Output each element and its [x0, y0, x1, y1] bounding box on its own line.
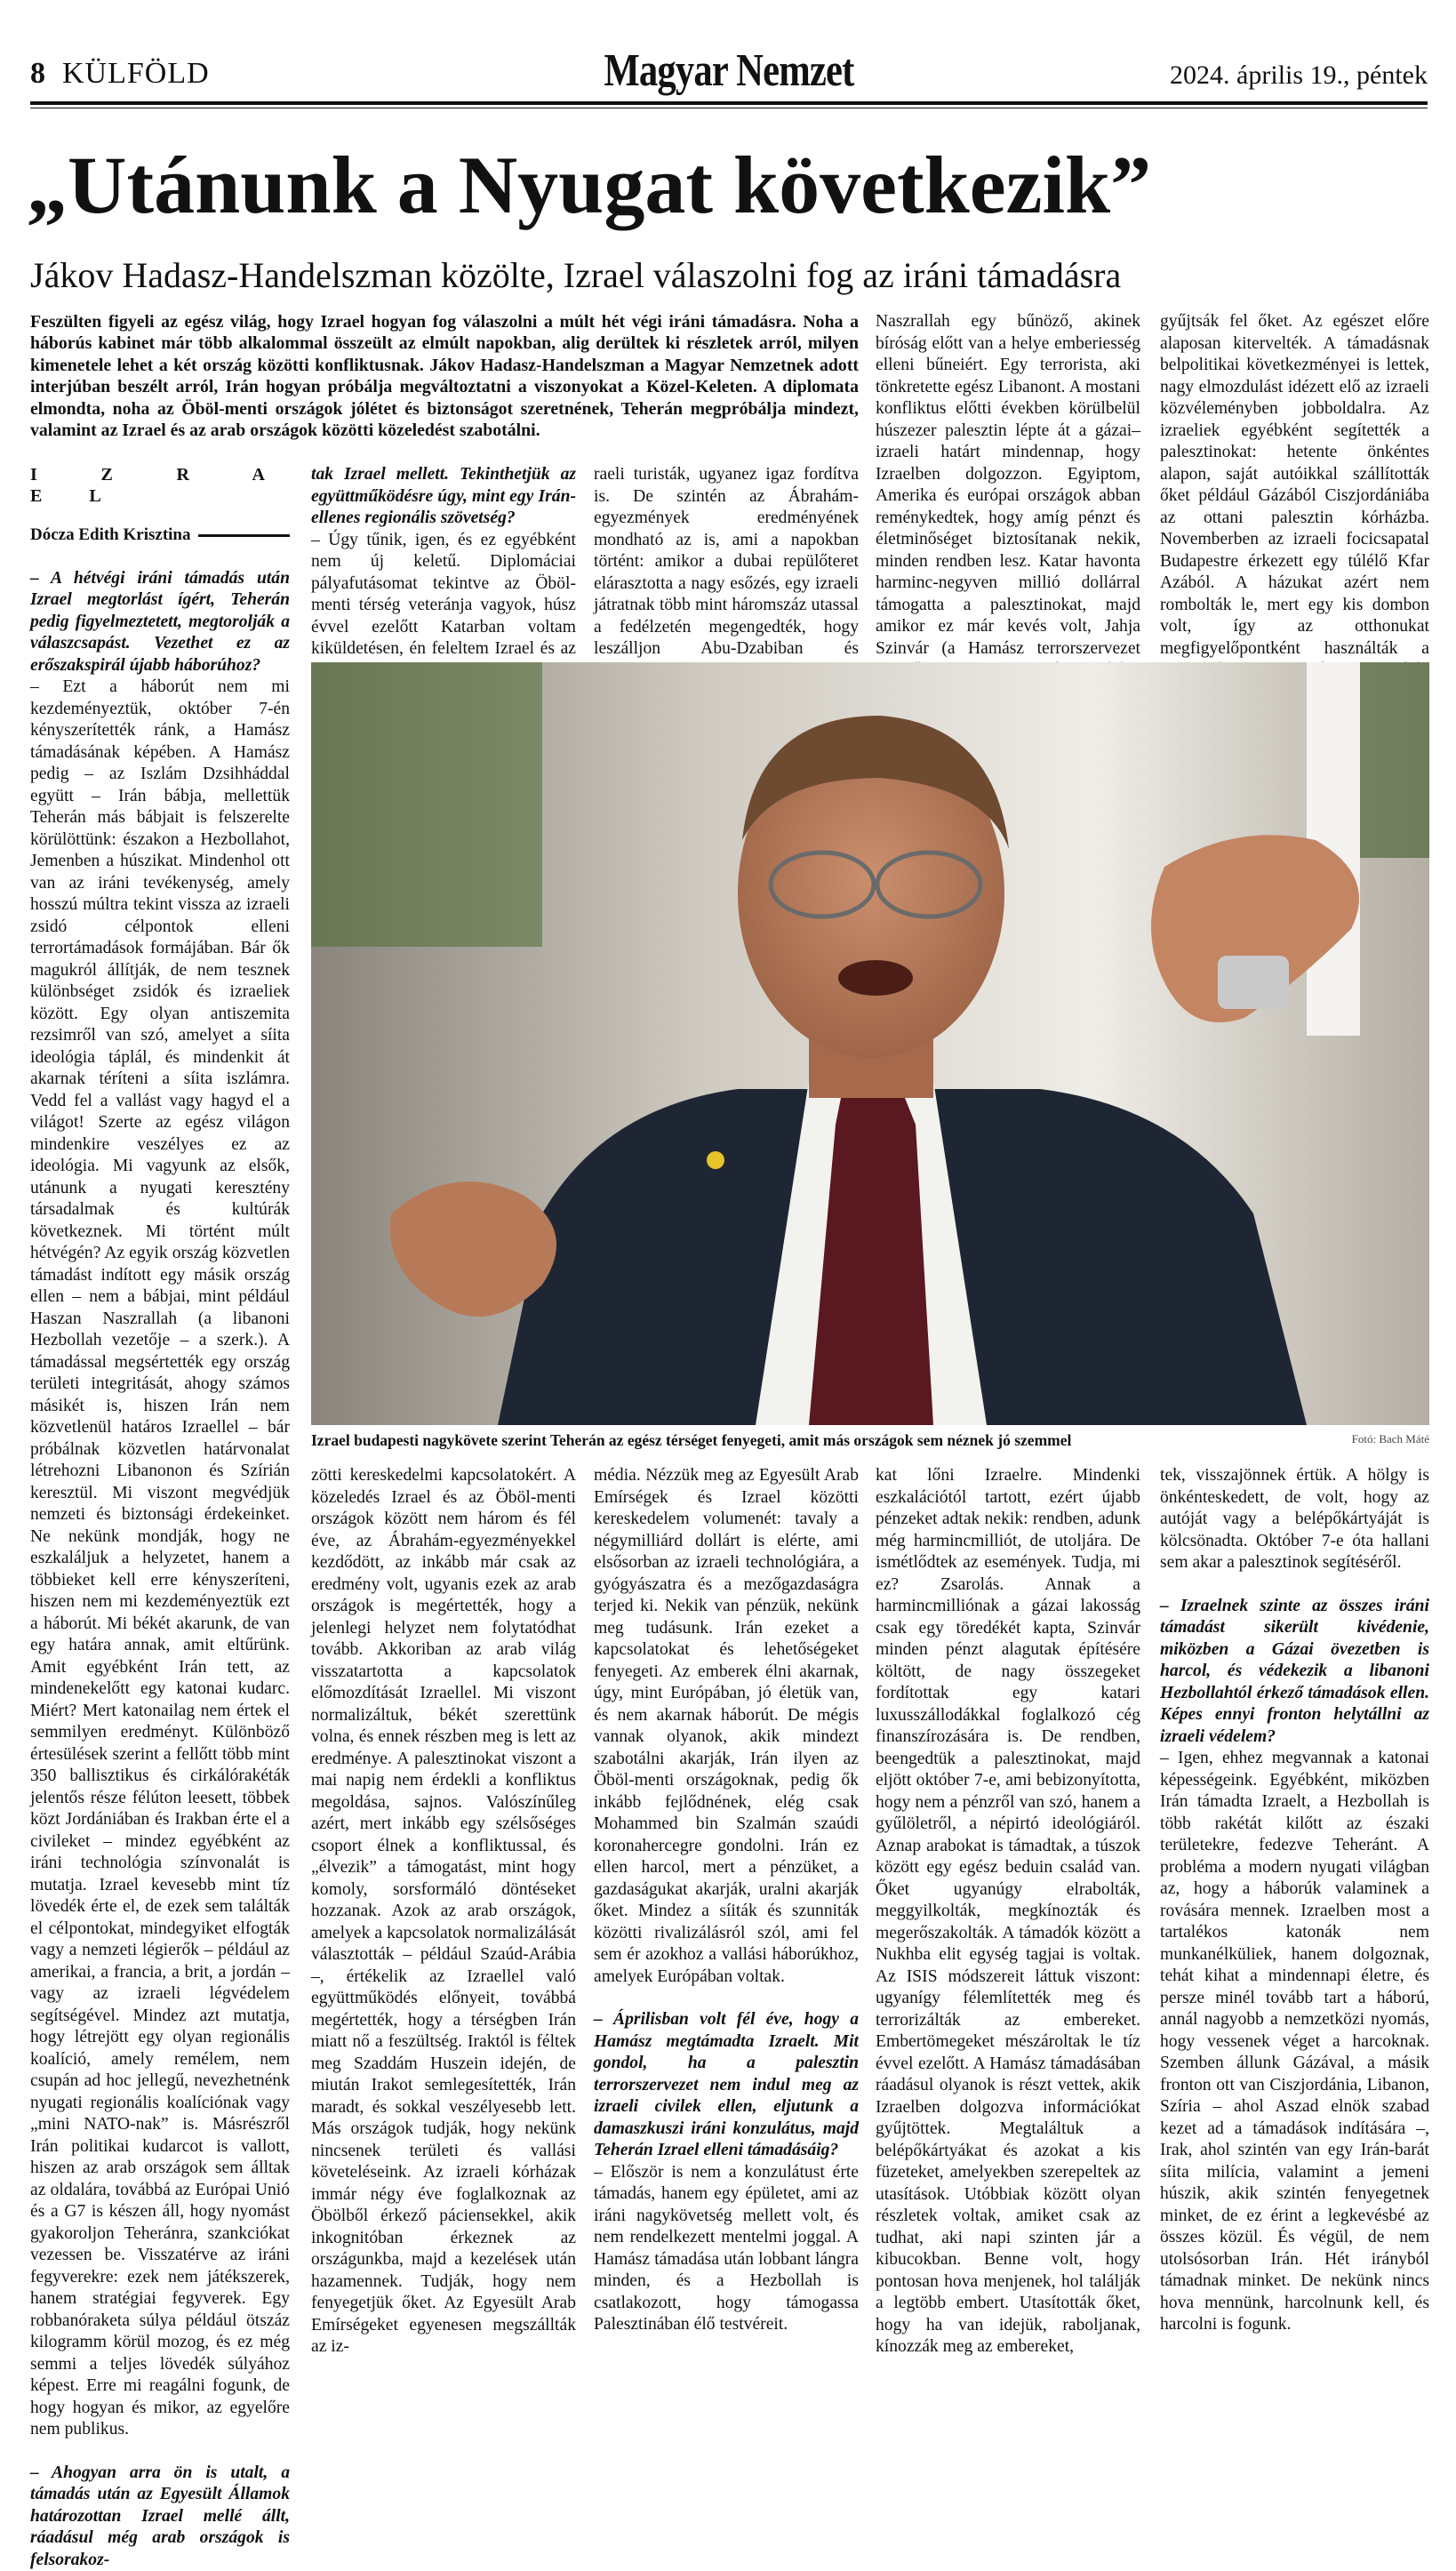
- interview-answer: zötti kereskedelmi kapcsolatokért. A közeledés Izrael és az Öböl-menti országok között nem három és fél éve, az Ábrahám-egyezményekkel kezdődött, az inkább már csak az eredmény volt, ugyanis ezek az arab országok is megértették, hogy a jelenlegi helyzet nem folytatódhat tovább. Akkoriban az arab világ visszatartotta a kapcsolatok előmozdítását Izraellel. Mi viszont normalizáltuk, békét szerettünk volna, és ennek részben meg is lett az eredménye. A palesztinokat viszont a mai napig nem érdekli a konfliktus megoldása, sajnos. Valószínűleg azért, mert inkább egy szélsőséges csoport élnek a konfliktussal, és „élvezik” a támogatást, mint hogy komoly, sorsformáló döntéseket hozzanak. Azok az arab országok, amelyek a kapcsolatok normalizálását választották – például Szaúd-Arábia –, értékelik az Izraellel való együttműködés előnyeit, továbbá megértették, hogy a térségben Irán miatt nő a feszültség. Iraktól is féltek meg Szaddám Huszein idején, de miután Irakot semlegesítették, Irán maradt, és sokkal veszélyesebb lett. Más országok tudják, hogy nekünk nincsenek területi és vallási követeléseink. Az izraeli kórházak immár négy éve foglalkoznak az Öbölből érkező páciensekkel, akik inkognitóban érkeznek az országunkba, majd a kezelések után hazamennek. Tudják, hogy nem fenyegetjük őket. Az Egyesült Arab Emírségeket egyenesen megszállták az iz-: [311, 1465, 576, 2359]
- text-column-5-bottom: [1160, 1465, 1429, 2256]
- ambassador-photo: [311, 662, 1429, 1425]
- portrait-illustration: [311, 662, 1429, 1425]
- interview-question: – Áprilisban volt fél éve, hogy a Hamász megtámadta Izraelt. Mit gondol, ha a palesztin terrorszervezet nem indul meg az izraeli civilek ellen, eljutunk a damaszkuszi iráni konzulátus, majd Teherán Izrael elleni támadásáig?: [594, 2009, 859, 2162]
- interview-answer: gyűjtsák fel őket. Az egészet előre alaposan kitervelték. A támadásnak belpolitikai következményei is lettek, nagy elmozdulást idézett elő az izraeli közvéleményben jobboldalra. Az izraeliek egyébként segítették a palesztinokat: hetente önkéntes alapon, saját autóikkal szállították őket például Gázából Ciszjordániába az ottani palesztin kórházba. Novemberben az izraeli focicsapatal Budapestre érkezett egy túlélő Kfar Azából. A házukat azért nem rombolták le, mert egy kis dombon volt, így az otthonukat megfigyelőpontként használták a: [1160, 311, 1429, 703]
- text-column-1: [30, 464, 290, 2251]
- interview-question: – Ahogyan arra ön is utalt, a támadás után az Egyesült Államok határozottan Izrael mellé állt, ráadásul még arab országok is felsorakoz-: [30, 2463, 290, 2571]
- text-column-2-bottom: [311, 1465, 576, 2256]
- interview-answer: Naszrallah egy bűnöző, akinek bíróság előtt van a helye emberiesség elleni bűneiért. Egy terrorista, aki tönkretette egész Libanont. A mostani konfliktus előtti években körülbelül húszezer palesztin lépte át a gázai–izraeli határt mindennap, hogy Izraelben dolgozzon. Egyiptom, Amerika és európai országok abban reménykedtek, hogy amíg pénzt és életminőséget biztosítanak nekik, minden rendben lesz. Katar havonta harminc-negyven millió dollárral támogatta a palesztinokat, majd amikor ez már kevés volt, Jahja Szinvár (a Hamász terrorszervezet: [876, 311, 1140, 682]
- text-column-3-bottom: [594, 1465, 859, 2256]
- text-column-3-top: [594, 464, 859, 655]
- byline: [30, 525, 290, 547]
- header-rule: [30, 101, 1428, 105]
- photo-credit: Fotó: Bach Máté: [1352, 1432, 1429, 1446]
- interview-answer: tek, visszajönnek értük. A hölgy is önkénteskedett, de volt, hogy az autóját vagy a belépőkártyáját is kölcsönadta. Október 7-e óta hallani sem akar a palesztinok segítéséről.: [1160, 1465, 1429, 1574]
- page-number: 8: [30, 57, 46, 90]
- interview-answer: – Ezt a háborút nem mi kezdeményeztük, október 7-én kényszerítették ránk, a Hamász támadásának képében. A Hamász pedig – az Iszlám Dzsihháddal együtt – Irán bábja, mellettük Teherán más bábjait is felszerelte körülöttünk: északon a Hezbollahot, Jemenben a húszikat. Mindenhol ott van az iráni tevékenység, amely hosszú múltra tekint vissza az izraeli zsidó célpontok elleni terrortámadások formájában. Bár ők magukról állítják, de nem tesznek különbséget zsidók és izraeliek között. Egy olyan antiszemita rezsimről van szó, amelyet a síita ideológia táplál, és mindenkit át akarnak téríteni a síita iszlámra. Vedd fel a vallást vagy hagyd el a világot! Szerte az egész világon mindenkire veszélyes ez az ideológia. Mi vagyunk az elsők, utánunk a nyugati keresztény társadalmak és kultúrák következnek. Mi történt múlt hétvégén? Az egyik ország közvetlen támadást indított egy másik ország ellen – nem a bábjai, mint például Haszan Naszrallah (a libanoni Hezbollah vezetője – a szerk.). A támadással megsértették egy ország területi integritását, ahogy számos másikét is, hiszen Irán nem közvetlenül határos Izraellel – bár próbálnak közvetlen határvonalat létrehozni Libanonon és Szírián keresztül. Mi viszont megvédjük nemzeti és biztonsági érdekeinket. Ne nekünk mondják, hogy ne eszkaláljuk a helyzetet, hanem a többieket kell erre kényszeríteni, hiszen nem mi kezdeményeztük ezt a háborút. Mi békét akarunk, de van egy határa annak, amit eltűrünk. Amit egyébként Irán tett, az mindenekelőtt egy katonai kudarc. Miért? Mert katonailag nem értek el semmilyen eredményt. Különböző értesülések szerint a fellőtt több mint 350 ballisztikus és cirkálórakéták jelentős része félúton leesett, többek közt Jordániában és Irakban érte el a civileket – mindez egyébként az iráni technológia színvonalát is mutatja. Izrael kevesebb mint tíz lövedék érte el, de ezek sem találták el célpontokat, mindegyiket elfogták vagy a nemzeti légierők – például az amerikai, a francia, a brit, a jordán – vagy az izraeli légvédelem segítségével. Mindez azt mutatja, hogy létrejött egy olyan regionális koalíció, amely remélem, nem csupán ad hoc jellegű, nevezhetnénk nyugati regionális koalíciónak vagy „mini NATO-nak” is. Másrészről Irán politikai kudarcot is vallott, hiszen az arab országok sem álltak az oldalára, továbbá az Európai Unió és a G7 is készen áll, hogy nyomást gyakoroljon Teheránra, szankciókat vezessen be. Visszatérve az iráni fegyverekre: ezek nem játékszerek, hanem stratégiai fegyverek. Egy robbanóraketa súlya például ötszáz kilogramm körül mozog, és ez még semmi a teljes lövedék súlyához képest. Erre mi reagálni fogunk, de hogy hogyan és mikor, az egyelőre nem publikus.: [30, 677, 290, 2441]
- kicker-row: [30, 464, 290, 507]
- byline-rule: [198, 534, 291, 537]
- interview-answer: kat lőni Izraelre. Mindenki eszkalációtól tartott, ezért újabb pénzeket adtak nekik: rendben, adunk még harmincmilliót, de utoljára. De ismétlődtek az események. Tudja, mi ez? Zsarolás. Annak a harmincmilliónak a gázai lakosság csak egy töredékét kapta, Szinvár minden pénzt alagutak építésére költött, de nagy összegeket fordítottak egy katari luxusszállodákkal foglalkozó cég finanszírozására is. De rendben, beengedtük a palesztinokat, majd eljött október 7-e, ami bebizonyította, hogy nem a pénzről van szó, hanem a gyűlöletről, a népirtó ideológiáról. Aznap arabokat is támadtak, a túszok között egy egész beduin család van. Őket ugyanúgy elrabolták, meggyilkolták, megkínozták és megerőszakolták. A támadók között a Nukhba elit egység tagjai is voltak. Az ISIS módszereit láttuk viszont: ugyanígy félemlítették meg és terrorizálták az embereket. Embertömegeket mészároltak le tíz évvel ezelőtt. A Hamász támadásában ráadásul olyanok is részt vettek, akik Izraelben dolgozva információkat gyűjtöttek. Megtaláltuk a belépőkártyákat és azokat a kis füzeteket, amelyekben szerepeltek az utasítások. Utóbbiak között olyan részletek voltak, amiket csak az tudhat, aki napi szinten jár a kibucokban. Benne volt, hogy pontosan hova menjenek, hol találják a legtöbb embert. Utasították őket, hogy ha van idejük, raboljanak, kínozzák meg az embereket,: [876, 1465, 1140, 2359]
- photo-caption: Izrael budapesti nagykövete szerint Teherán az egész térséget fenyegeti, amit más országok sem néznek jó szemmel: [311, 1430, 1429, 1450]
- page-header: [30, 44, 1428, 108]
- article-subheadline: Jákov Hadasz-Handelszman közölte, Izrael válaszolni fog az iráni támadásra: [30, 256, 1435, 295]
- text-column-4-top: [876, 311, 1140, 655]
- article-headline: „Utánunk a Nyugat következik”: [27, 142, 1431, 228]
- article-lead: Feszülten figyeli az egész világ, hogy Izrael hogyan fog válaszolni a múlt hét végi iráni támadásra. Noha a háborús kabinet már több alkalommal összeült az elmúlt napokban, alig derültek ki részletek arról, milyen kimenetele lehet a két ország közötti konfliktusnak. Jákov Hadasz-Handelszman a Magyar Nemzetnek adott interjúban beszélt arról, Irán hogyan próbálja megváltoztatni a viszonyokat a Közel-Keleten. A diplomata elmondta, noha az Öböl-menti országok jólétet és biztonságot szeretnének, Teherán megpróbálja mindezt, valamint az Izrael és az arab országok közötti közeledést szabotálni.: [30, 311, 859, 441]
- interview-answer: – Úgy tűnik, igen, és ez egyébként nem új keletű. Diplomáciai pályafutásomat tekintve az Öböl-menti térség veteránja vagyok, húsz évvel ezelőtt Katarban voltam kiküldetésen, én feleltem Izrael és az: [311, 530, 576, 683]
- newspaper-logo[interactable]: Magyar Nemzet: [156, 44, 1301, 97]
- interview-answer: – Először is nem a konzulátust érte támadás, hanem egy épületet, ami az iráni nagykövetség mellett volt, és nem rendelkezett mentelmi joggal. A Hamász támadása után lobbant lángra minden, és a Hezbollah is csatlakozott, hogy támogassa Palesztinában élő testvéreit.: [594, 2162, 859, 2336]
- section-kicker: I Z R A E L: [30, 464, 286, 507]
- interview-answer: média. Nézzük meg az Egyesült Arab Emírségek és Izrael közötti kereskedelem volumenét: tavaly a négymilliárd dollárt is elérte, ami elsősorban az izraeli technológiára, a gyógyászatra és a mezőgazdaságra terjed ki. Nekik van pénzük, nekünk meg tudásunk. Irán ezeket a kapcsolatokat és lehetőségeket fenyegeti. Az emberek élni akarnak, úgy, mint Európában, jó életük van, és nem akarnak háborút. De mégis vannak olyanok, akik mindezt szabotálni akarják, Irán ilyen az Öböl-menti országoknak, pedig ők inkább fejlődnének, elég csak Mohammed bin Szalmán szaúdi koronahercegre gondolni. Irán ez ellen harcol, mert a pénzüket, a gazdaságukat akarják, uralni akarják őket. Mindez a síiták és szunniták közötti rivalizálásról szól, ami fel sem ér azokhoz a vallási háborúkhoz, amelyek Európában voltak.: [594, 1465, 859, 1988]
- text-column-4-bottom: [876, 1465, 1140, 2256]
- author-name: Dócza Edith Krisztina: [30, 525, 191, 547]
- issue-date: 2024. április 19., péntek: [1170, 60, 1428, 91]
- text-column-2-top: [311, 464, 576, 655]
- interview-question: – Izraelnek szinte az összes iráni támadást sikerült kivédenie, miközben a Gázai övezetben is harcol, és védekezik a libanoni Hezbollahtól érkező támadások ellen. Képes ennyi fronton helytállni az izraeli védelem?: [1160, 1596, 1429, 1749]
- text-column-5-top: [1160, 311, 1429, 655]
- interview-answer: – Igen, ehhez megvannak a katonai képességeink. Egyébként, miközben Irán támadta Izraelt, a Hezbollah is több rakétát kilőtt az északi területekre, fedezve Teheránt. A probléma a modern nyugati világban az, hogy a háborúk valaminek a rovására mennek. Izraelben most a tartalékos katonák nem munkanélküliek, hanem dolgoznak, tehát kihat a mindennapi életre, és persze minél tovább tart a háború, annál nagyobb a nemzetközi nyomás, hogy vessenek véget a harcoknak. Szemben állunk Gázával, a másik fronton ott van Ciszjordánia, Libanon, Szíria – ahol Aszad elnök szabad kezet ad a támadások indítására –, Irak, ahol szintén van egy Irán-barát síita milícia, valamint a jemeni húszik, akik szintén fenyegetnek minket, de ez érint a legkevésbé az összes közül. És végül, de nem utolsósorban Irán. Hét irányból támadnak minket. De nekünk nincs hova mennünk, harcolnunk kell, és harcolni is fogunk.: [1160, 1748, 1429, 2336]
- interview-question-end: tak Izrael mellett. Tekinthetjük az együttműködésre úgy, mint egy Irán-ellenes regionális szövetség?: [311, 464, 576, 530]
- interview-answer: raeli turisták, ugyanez igaz fordítva is. De szintén az Ábrahám-egyezmények eredményének mondható az is, ami a napokban történt: amikor a dubai repülőteret elárasztotta a nagy esőzés, egy izraeli játratnak több mint háromszáz utassal a fedélzetén megengedték, hogy leszálljon Abu-Dzabiban és: [594, 464, 859, 704]
- section-name: KÜLFÖLD: [62, 57, 210, 90]
- interview-question: – A hétvégi iráni támadás után Izrael megtorlást ígért, Teherán pedig figyelmeztetett, megtorolják a válaszcsapást. Vezethet ez az erőszakspirál újabb háborúhoz?: [30, 568, 290, 677]
